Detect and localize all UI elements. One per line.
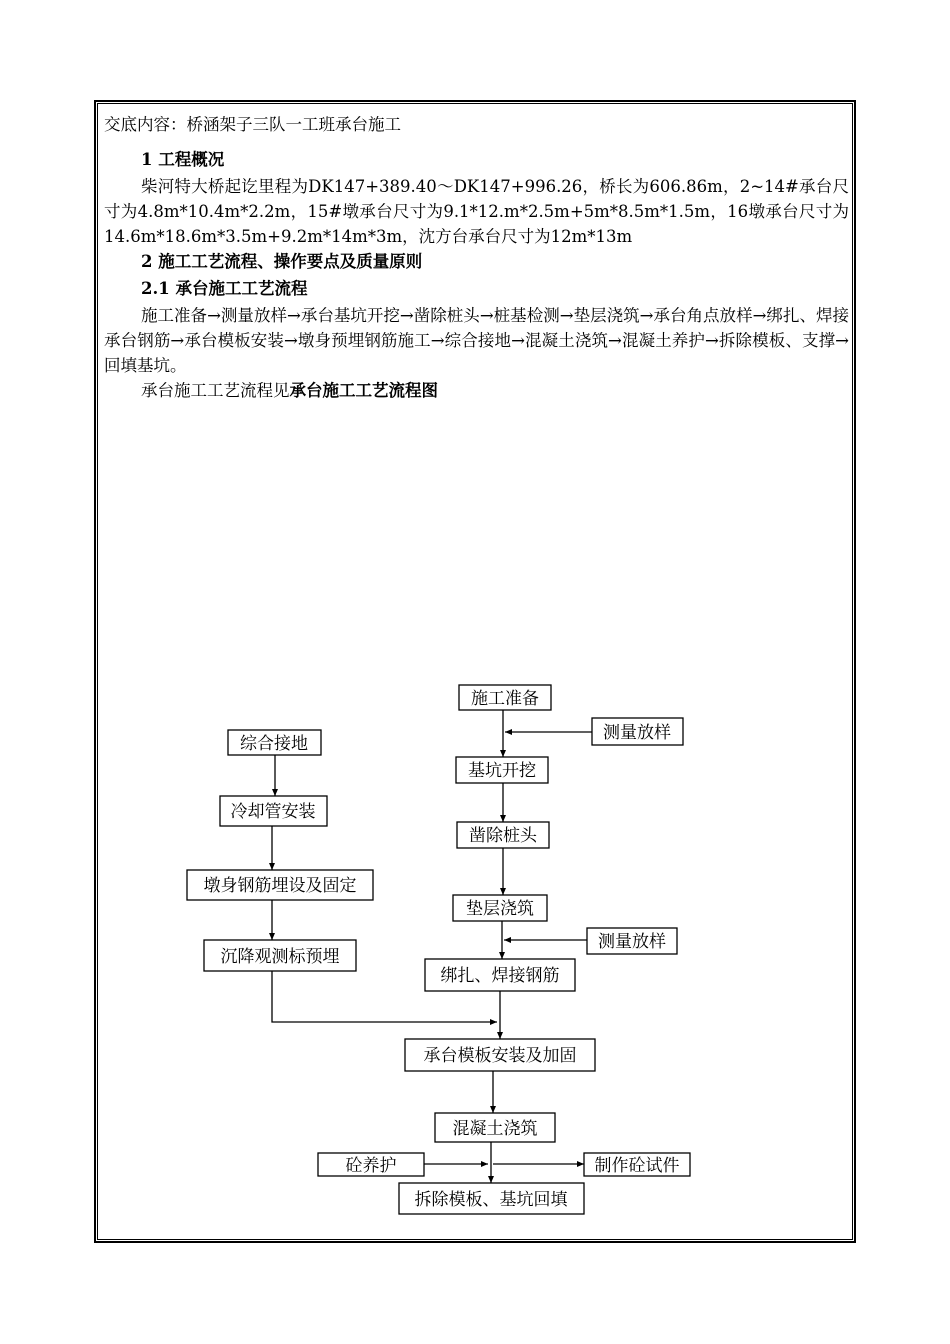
- disclosure-label: 交底内容：: [104, 115, 187, 134]
- step-specimen: [584, 1153, 690, 1176]
- section-2-1-heading: 2.1 承台施工工艺流程: [141, 279, 308, 298]
- step-settlement: [204, 940, 356, 971]
- step-rebar: [425, 959, 575, 991]
- step-rebar-label: 绑扎、焊接钢筋: [440, 966, 560, 986]
- step-prep: [459, 685, 551, 710]
- step-grounding-label: 综合接地: [240, 734, 308, 754]
- step-settlement-label: 沉降观测标预埋: [220, 947, 340, 967]
- step-grounding: [228, 730, 321, 755]
- reference-figure-name: 承台施工工艺流程图: [289, 381, 438, 400]
- step-excavate: [456, 757, 548, 783]
- step-survey-1: [592, 718, 683, 745]
- section-2-heading: 2 施工工艺流程、操作要点及质量原则: [141, 252, 423, 271]
- step-cooling: [220, 796, 327, 826]
- step-pile-head: [457, 822, 549, 848]
- step-pile-head-label: 凿除桩头: [469, 826, 537, 846]
- section-1-text: 柴河特大桥起讫里程为DK147+389.40～DK147+996.26，桥长为606.86m，2~14#承台尺寸为4.8m*10.4m*2.2m，15#墩承台尺寸为9.1*12.m*2.5m+5m*8.5m*1.5m，16墩承台尺寸为14.6m*18.6m*3.5m+9.2m*14m*3m，沈方台承台尺寸为12m*13m: [104, 177, 849, 246]
- step-formwork: [405, 1039, 595, 1071]
- step-concrete: [435, 1113, 555, 1142]
- step-curing: [318, 1153, 424, 1176]
- reference-prefix: 承台施工工艺流程见: [141, 381, 290, 400]
- step-cushion: [453, 895, 547, 921]
- step-prep-label: 施工准备: [471, 689, 539, 709]
- section-2-1-text: 施工准备→测量放样→承台基坑开挖→凿除桩头→桩基检测→垫层浇筑→承台角点放样→绑扎、焊接承台钢筋→承台模板安装→墩身预埋钢筋施工→综合接地→混凝土浇筑→混凝土养护→拆除模板、支撑→回填基坑。: [104, 306, 849, 375]
- step-survey-2-label: 测量放样: [598, 932, 666, 952]
- step-concrete-label: 混凝土浇筑: [452, 1119, 538, 1139]
- step-survey-2: [587, 928, 677, 954]
- step-remove: [399, 1183, 584, 1214]
- step-cushion-label: 垫层浇筑: [466, 899, 534, 919]
- step-pier-rebar: [187, 870, 373, 900]
- step-formwork-label: 承台模板安装及加固: [423, 1046, 577, 1066]
- step-pier-rebar-label: 墩身钢筋埋设及固定: [203, 876, 357, 896]
- disclosure-title: 桥涵架子三队一工班承台施工: [186, 115, 401, 134]
- step-remove-label: 拆除模板、基坑回填: [414, 1190, 568, 1210]
- step-specimen-label: 制作砼试件: [594, 1156, 680, 1176]
- step-curing-label: 砼养护: [345, 1156, 397, 1176]
- step-cooling-label: 冷却管安装: [230, 802, 316, 822]
- section-1-heading: 1 工程概况: [141, 150, 225, 169]
- step-excavate-label: 基坑开挖: [468, 761, 536, 781]
- step-survey-1-label: 测量放样: [603, 723, 671, 743]
